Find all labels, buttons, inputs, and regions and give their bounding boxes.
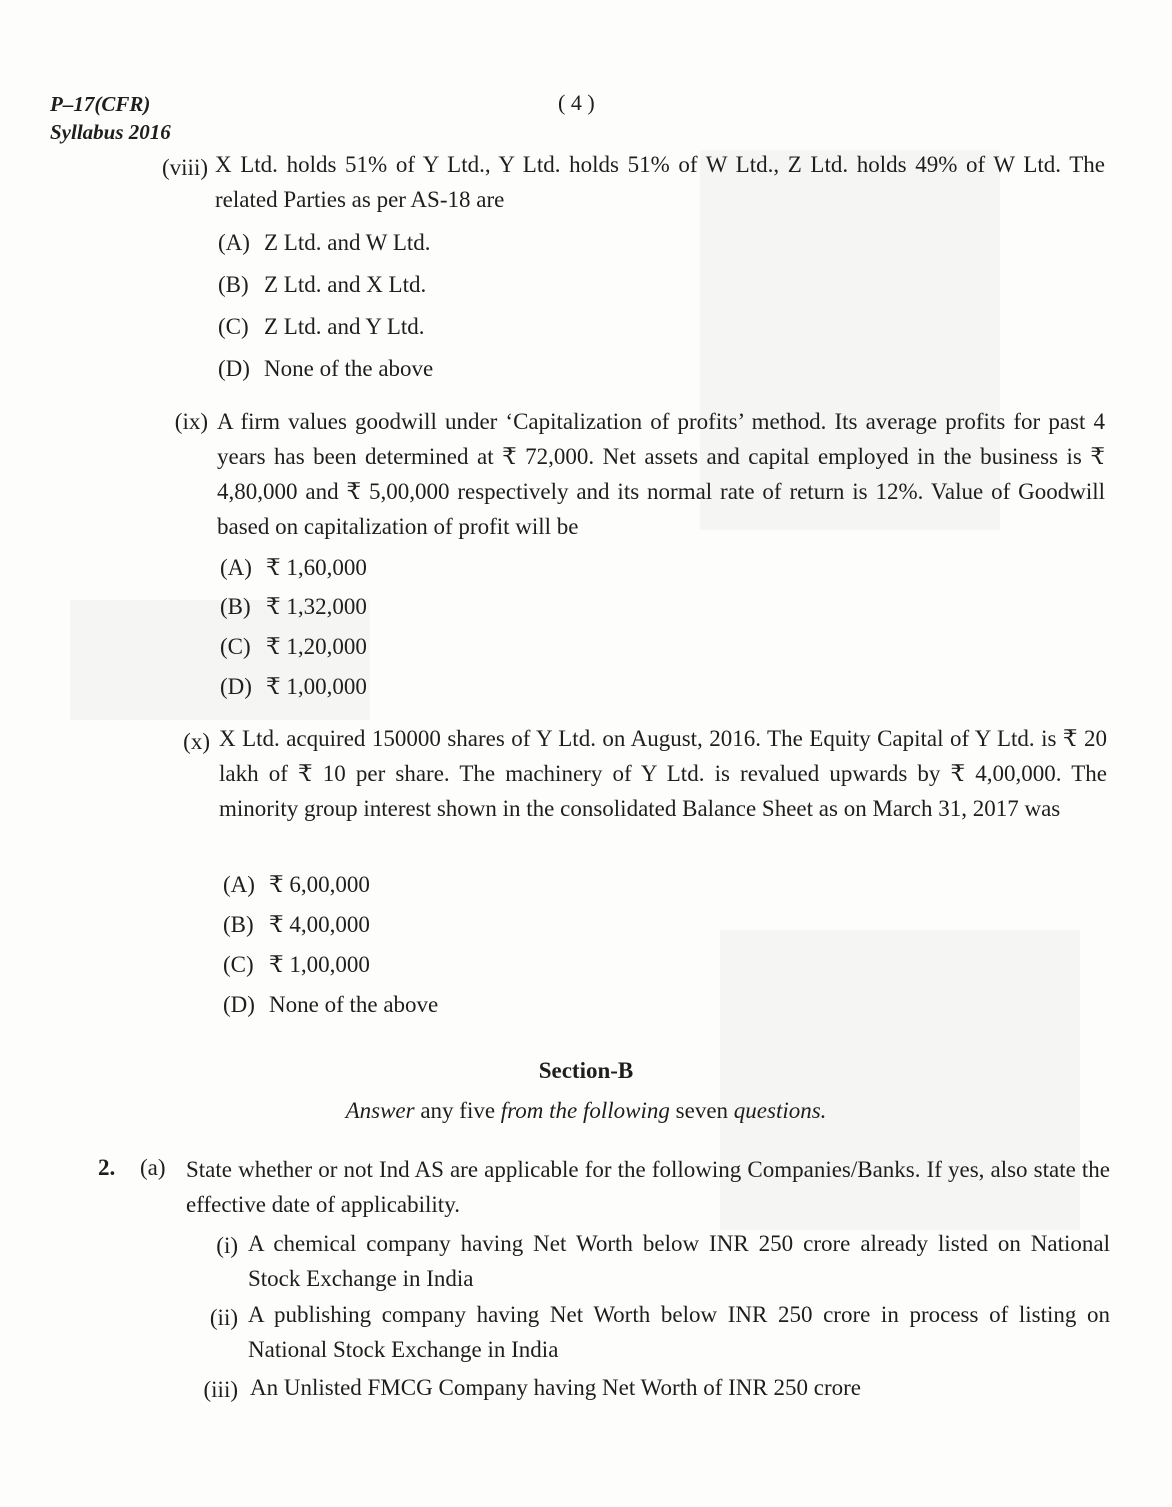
option-text: Z Ltd. and W Ltd.: [264, 230, 431, 255]
option-text: ₹ 1,32,000: [266, 594, 367, 619]
option-text: ₹ 4,00,000: [269, 912, 370, 937]
instr-part: any five: [414, 1098, 501, 1123]
page-number: ( 4 ): [558, 90, 595, 115]
question-2-number: 2.: [98, 1155, 116, 1180]
option-text: Z Ltd. and X Ltd.: [264, 272, 427, 297]
question-number: (x): [183, 729, 210, 754]
item-text: An Unlisted FMCG Company having Net Worth of INR 250 crore: [250, 1375, 861, 1400]
option-text: ₹ 1,60,000: [266, 555, 367, 580]
option-label: (D): [218, 356, 250, 381]
instr-part: seven: [669, 1098, 734, 1123]
option-b: [220, 594, 367, 620]
option-label: (D): [220, 674, 252, 699]
option-label: (C): [218, 314, 249, 339]
question-number: (viii): [162, 155, 208, 180]
option-a: [223, 872, 370, 898]
paper-code: P–17(CFR): [50, 92, 151, 116]
option-text: ₹ 1,00,000: [269, 952, 370, 977]
option-text: Z Ltd. and Y Ltd.: [264, 314, 425, 339]
option-text: ₹ 6,00,000: [269, 872, 370, 897]
option-label: (B): [220, 594, 251, 619]
option-text: None of the above: [264, 356, 434, 381]
option-label: (B): [223, 912, 254, 937]
option-a: [220, 555, 367, 581]
question-text: State whether or not Ind AS are applicable for the following Companies/Banks. If yes, also state the effective date of applicability.: [186, 1157, 1110, 1217]
option-text: ₹ 1,20,000: [266, 634, 367, 659]
option-b: [223, 912, 370, 938]
item-label: (i): [216, 1233, 238, 1258]
syllabus-year: Syllabus 2016: [50, 120, 171, 144]
option-a: [218, 230, 431, 256]
option-label: (B): [218, 272, 249, 297]
item-text: A publishing company having Net Worth below INR 250 crore in process of listing on National Stock Exchange in India: [248, 1302, 1110, 1362]
option-d: [220, 674, 367, 700]
question-text: A firm values goodwill under ‘Capitalization of profits’ method. Its average profits for past 4 years has been determined at ₹ 72,000. Net assets and capital employed in the business is ₹ 4,80,000 and ₹ 5,00,000 respectively and its normal rate of return is 12%. Value of Goodwill based on capitalization of profit will be: [217, 409, 1105, 539]
option-c: [218, 314, 425, 340]
option-label: (A): [218, 230, 250, 255]
option-d: [223, 992, 438, 1018]
option-label: (D): [223, 992, 255, 1017]
item-label: (ii): [209, 1305, 238, 1330]
option-c: [223, 952, 370, 978]
question-number: (ix): [174, 409, 208, 434]
item-text: A chemical company having Net Worth below INR 250 crore already listed on National Stock Exchange in India: [248, 1231, 1110, 1291]
option-label: (A): [220, 555, 252, 580]
option-d: [218, 356, 433, 382]
item-label: (iii): [203, 1377, 238, 1402]
option-text: ₹ 1,00,000: [266, 674, 367, 699]
question-2-part-a: (a): [140, 1155, 166, 1180]
question-text: X Ltd. holds 51% of Y Ltd., Y Ltd. holds 51% of W Ltd., Z Ltd. holds 49% of W Ltd. The related Parties as per AS-18 are: [215, 152, 1105, 212]
instr-part: questions.: [733, 1098, 827, 1123]
option-b: [218, 272, 426, 298]
option-text: None of the above: [269, 992, 439, 1017]
option-label: (A): [223, 872, 255, 897]
option-c: [220, 634, 367, 660]
instr-part: Answer: [345, 1098, 415, 1123]
instr-part: from the following: [500, 1098, 670, 1123]
question-text: X Ltd. acquired 150000 shares of Y Ltd. on August, 2016. The Equity Capital of Y Ltd. is ₹ 20 lakh of ₹ 10 per share. The machinery of Y Ltd. is revalued upwards by ₹ 4,00,000. The minority group interest shown in the consolidated Balance Sheet as on March 31, 2017 was: [219, 726, 1107, 821]
option-label: (C): [220, 634, 251, 659]
section-instructions: [0, 1098, 1172, 1124]
section-title: Section-B: [538, 1058, 634, 1083]
option-label: (C): [223, 952, 254, 977]
